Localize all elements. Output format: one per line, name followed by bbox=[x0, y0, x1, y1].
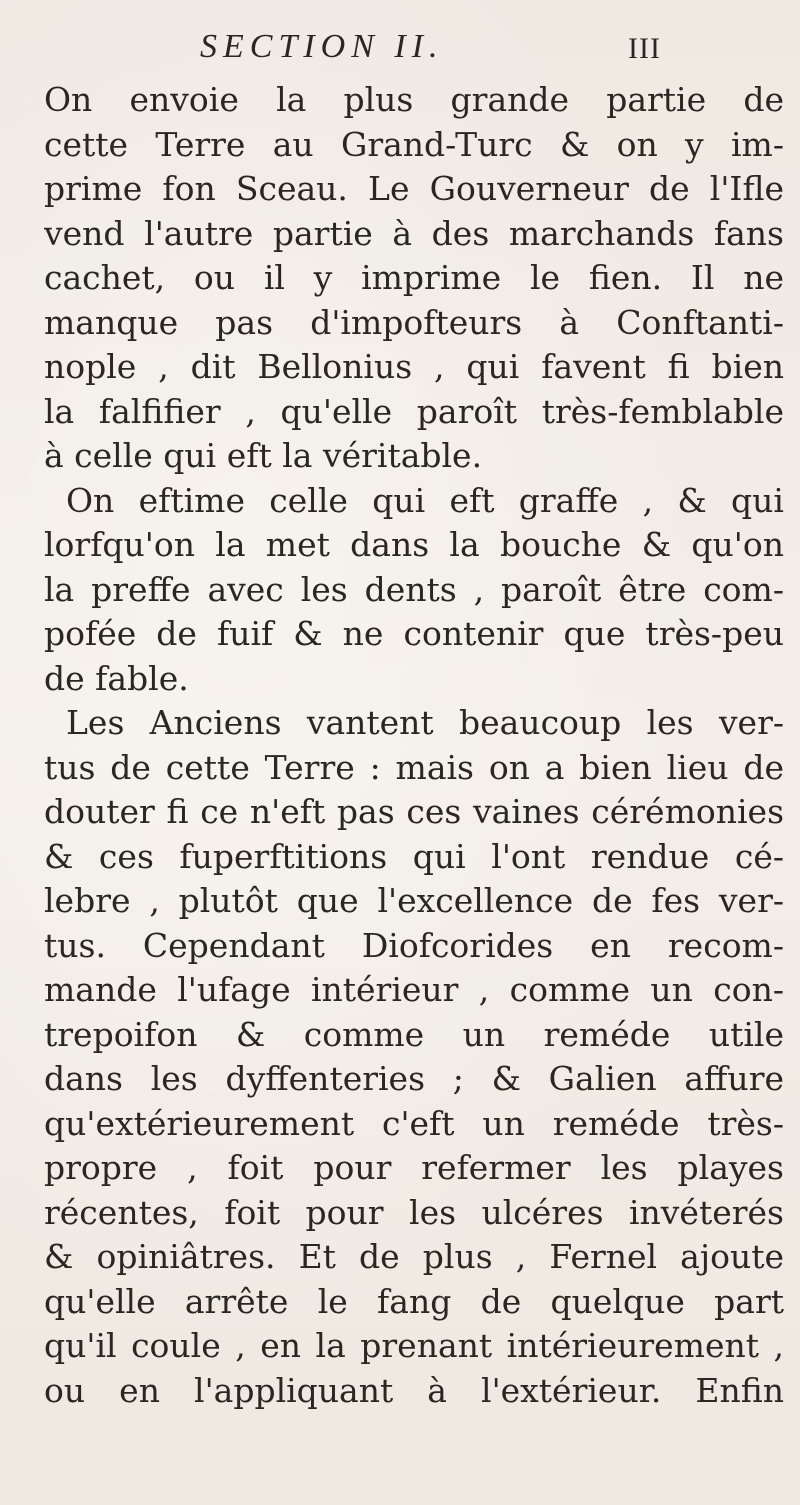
text-line: la preffe avec les dents , paroît être com- bbox=[44, 569, 784, 609]
text-line: nople , dit Bellonius , qui favent fi bien bbox=[44, 347, 784, 386]
text-line: ou en l'appliquant à l'extérieur. Enfin bbox=[44, 1370, 784, 1410]
text-line: récentes, foit pour les ulcéres invéterés bbox=[44, 1192, 784, 1232]
text-line: de fable. bbox=[44, 658, 189, 698]
text-line: manque pas d'impofteurs à Conftanti- bbox=[44, 302, 784, 342]
text-line: qu'elle arrête le fang de quelque part bbox=[44, 1281, 784, 1321]
text-line: dans les dyffenteries ; & Galien affure bbox=[44, 1059, 784, 1098]
text-line: qu'il coule , en la prenant intérieurement , bbox=[44, 1326, 784, 1365]
text-line: propre , foit pour refermer les playes bbox=[44, 1148, 784, 1187]
paragraph-start-line: On eftime celle qui eft graffe , & qui bbox=[66, 480, 784, 520]
paragraph-start-line: Les Anciens vantent beaucoup les ver- bbox=[66, 703, 784, 742]
text-line: mande l'ufage intérieur , comme un con- bbox=[44, 970, 784, 1009]
text-line: la falfifier , qu'elle paroît très-femblable bbox=[44, 391, 784, 431]
text-line: douter fi ce n'eft pas ces vaines cérémonies bbox=[44, 792, 784, 831]
text-line: qu'extérieurement c'eft un reméde très- bbox=[44, 1103, 784, 1143]
text-line: On envoie la plus grande partie de bbox=[44, 80, 784, 119]
page-number: III bbox=[628, 32, 661, 65]
text-line: tus de cette Terre : mais on a bien lieu de bbox=[44, 747, 784, 787]
text-line: tus. Cependant Diofcorides en recom- bbox=[44, 925, 784, 965]
running-title: SECTION II. bbox=[200, 28, 444, 65]
body-text bbox=[44, 78, 784, 1413]
text-line: à celle qui eft la véritable. bbox=[44, 436, 483, 475]
text-line: cachet, ou il y imprime le fien. Il ne bbox=[44, 258, 784, 297]
text-line: cette Terre au Grand-Turc & on y im- bbox=[44, 124, 784, 164]
text-line: prime fon Sceau. Le Gouverneur de l'Ifle bbox=[44, 169, 784, 208]
text-line: lebre , plutôt que l'excellence de fes ver- bbox=[44, 881, 784, 920]
text-line: vend l'autre partie à des marchands fans bbox=[44, 213, 784, 253]
text-line: pofée de fuif & ne contenir que très-peu bbox=[44, 614, 784, 653]
text-line: lorfqu'on la met dans la bouche & qu'on bbox=[44, 525, 784, 564]
text-line: & ces fuperftitions qui l'ont rendue cé- bbox=[44, 836, 784, 876]
text-line: trepoifon & comme un reméde utile bbox=[44, 1014, 784, 1054]
text-line: & opiniâtres. Et de plus , Fernel ajoute bbox=[44, 1237, 784, 1276]
